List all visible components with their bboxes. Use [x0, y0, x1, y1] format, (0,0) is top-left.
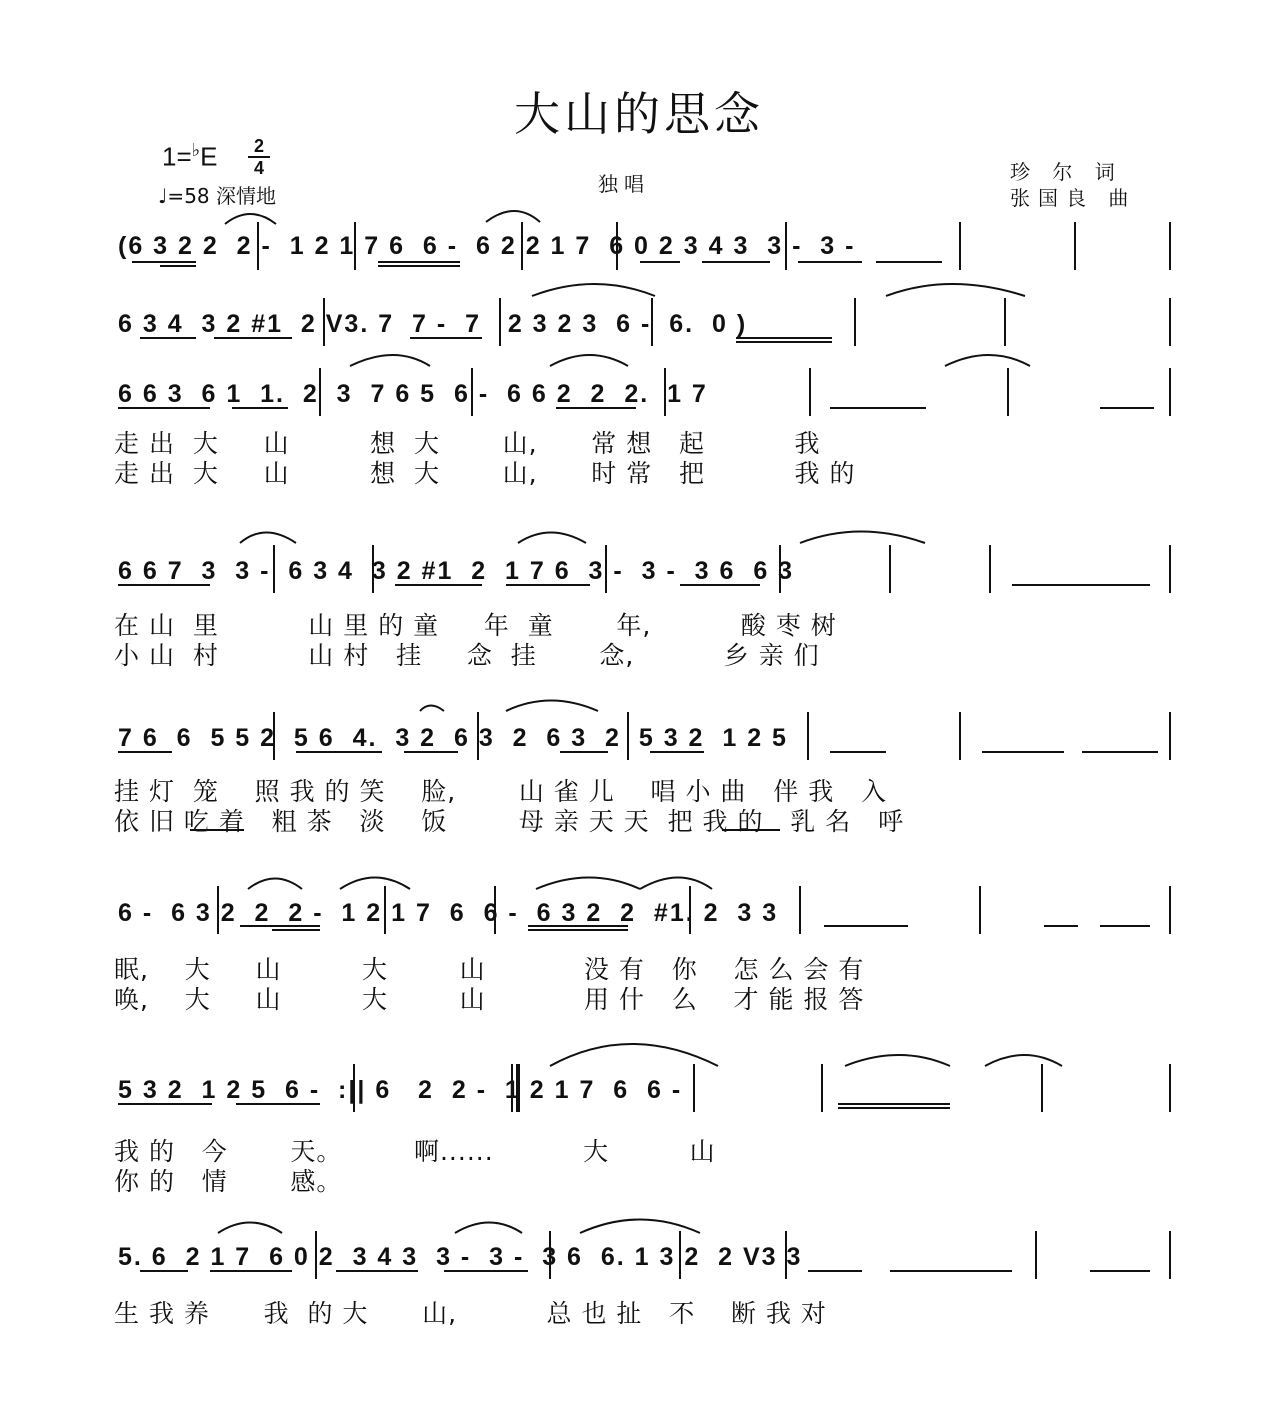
system-6-notes: 6 - 6 3 2 2 2 - 1 2 1 7 6 6 - 6 3 2 2 #1. 2 3 3 [118, 899, 779, 927]
meter-bottom: 4 [253, 158, 264, 178]
system-6-lyrics-verse-1: 眠, 大 山 大 山 没 有 你 怎 么 会 有 [114, 955, 865, 984]
system-1-notes: (6 3 2 2 2 - 1 2 1 7 6 6 - 6 2 2 1 7 6 0 2 3 4 3 3 - 3 - [118, 232, 856, 260]
system-7-notes: 5 3 2 1 2 5 6 - :|| 6 2 2 - 1 2 1 7 6 6 - [118, 1076, 683, 1104]
system-3-lyrics-verse-2: 走 出 大 山 想 大 山, 时 常 把 我 的 [114, 459, 856, 488]
composer-credit: 张国良 曲 [1010, 186, 1137, 210]
system-6-lyrics-verse-2: 唤, 大 山 大 山 用 什 么 才 能 报 答 [114, 985, 865, 1014]
system-5-lyrics-verse-1: 挂 灯 笼 照 我 的 笑 脸, 山 雀 儿 唱 小 曲 伴 我 入 [114, 777, 888, 806]
system-2-notes: 6 3 4 3 2 #1 2 V3. 7 7 - 7 2 3 2 3 6 - 6. 0 ) [118, 310, 748, 338]
song-title: 大山的思念 [514, 87, 764, 141]
system-7-lyrics-verse-2: 你 的 情 感。 [114, 1167, 343, 1196]
system-4-lyrics-verse-1: 在 山 里 山 里 的 童 年 童 年, 酸 枣 树 [114, 611, 837, 640]
system-5-notes: 7 6 6 5 5 2 5 6 4. 3 2 6 3 2 6 3 2 5 3 2 1 2 5 [118, 724, 788, 752]
system-8-notes: 5. 6 2 1 7 6 0 2 3 4 3 3 - 3 - 3 6 6. 1 3 2 2 V3 3 [118, 1243, 803, 1271]
key-letter: E [200, 141, 218, 172]
system-5-lyrics-verse-2: 依 旧 吃 着 粗 茶 淡 饭 母 亲 天 天 把 我 的 乳 名 呼 [114, 807, 905, 836]
performance-note: 独唱 [598, 172, 650, 196]
key-prefix: 1= [162, 141, 192, 172]
flat-sign: ♭ [191, 140, 201, 160]
lyricist-credit: 珍 尔 词 [1010, 160, 1123, 184]
system-3-lyrics-verse-1: 走 出 大 山 想 大 山, 常 想 起 我 [114, 429, 821, 458]
system-4-notes: 6 6 7 3 3 - 6 3 4 3 2 #1 2 1 7 6 3 - 3 - 3 6 6 3 [118, 557, 795, 585]
meter-top: 2 [253, 136, 264, 156]
tempo-marking: ♩=58 深情地 [158, 184, 276, 208]
system-7-lyrics-verse-1: 我 的 今 天。 啊...... 大 山 [114, 1137, 716, 1166]
system-8-lyrics-verse-1: 生 我 养 我 的 大 山, 总 也 扯 不 断 我 对 [114, 1299, 827, 1328]
system-4-lyrics-verse-2: 小 山 村 山 村 挂 念 挂 念, 乡 亲 们 [114, 641, 820, 670]
system-3-notes: 6 6 3 6 1 1. 2 3 7 6 5 6 - 6 6 2 2 2. 1 7 [118, 380, 708, 408]
